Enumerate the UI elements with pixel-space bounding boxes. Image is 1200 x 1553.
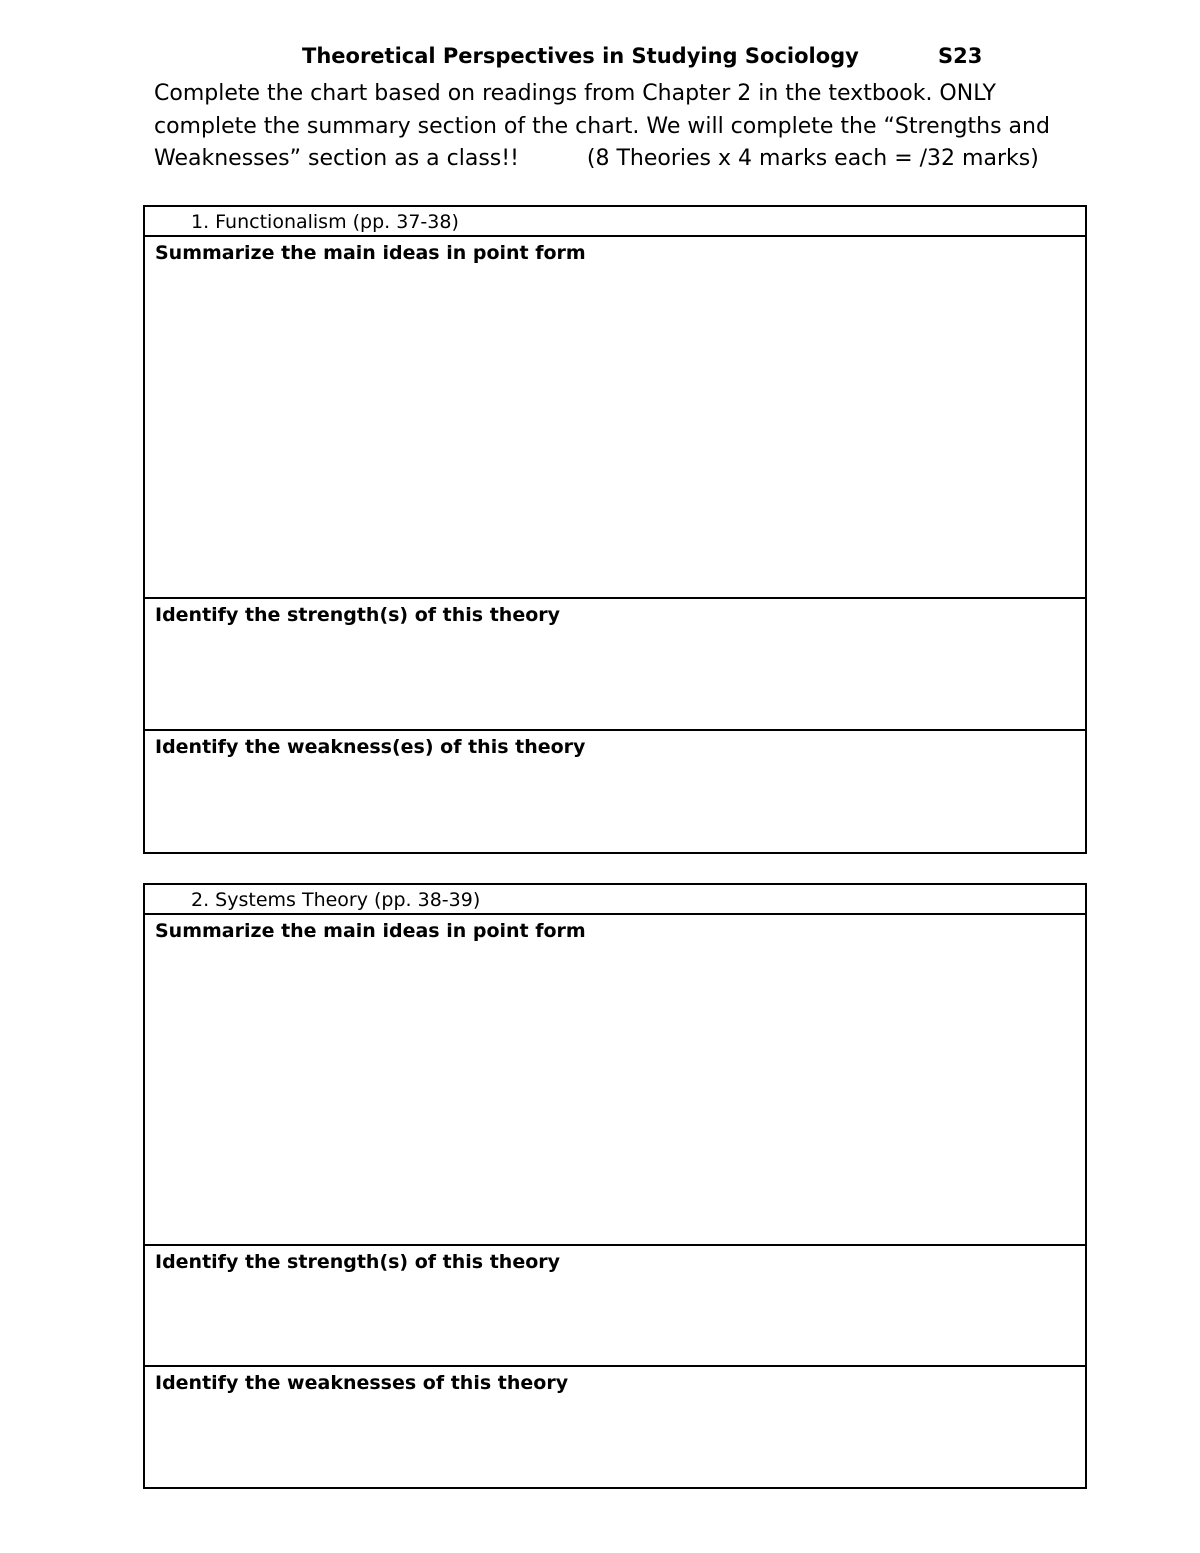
weaknesses-label: Identify the weakness(es) of this theory (155, 736, 586, 758)
instructions-line-3-text: Weaknesses” section as a class!! (154, 146, 519, 171)
strengths-answer-box[interactable] (145, 599, 1085, 731)
theory-table-systems-theory (143, 883, 1087, 1489)
weaknesses-label: Identify the weaknesses of this theory (155, 1372, 569, 1394)
instructions-line-2: complete the summary section of the chart. We will complete the “Strengths and (154, 113, 1050, 139)
theory-heading: 2. Systems Theory (pp. 38-39) (145, 885, 1085, 915)
summary-answer-box[interactable] (145, 237, 1085, 599)
theory-table-functionalism (143, 205, 1087, 854)
page-title (302, 44, 986, 74)
course-code: S23 (938, 44, 983, 68)
instructions-line-3 (154, 143, 1114, 176)
theory-heading: 1. Functionalism (pp. 37-38) (145, 207, 1085, 237)
marks-breakdown: (8 Theories x 4 marks each = /32 marks) (586, 146, 1039, 171)
worksheet-title: Theoretical Perspectives in Studying Sociology (302, 44, 859, 68)
strengths-label: Identify the strength(s) of this theory (155, 1251, 561, 1273)
instructions (154, 78, 1114, 176)
summary-label: Summarize the main ideas in point form (155, 920, 586, 942)
strengths-answer-box[interactable] (145, 1246, 1085, 1367)
summary-label: Summarize the main ideas in point form (155, 242, 586, 264)
weaknesses-answer-box[interactable] (145, 731, 1085, 850)
instructions-line-1: Complete the chart based on readings from Chapter 2 in the textbook. ONLY (154, 81, 996, 106)
summary-answer-box[interactable] (145, 915, 1085, 1246)
strengths-label: Identify the strength(s) of this theory (155, 604, 561, 626)
weaknesses-answer-box[interactable] (145, 1367, 1085, 1487)
